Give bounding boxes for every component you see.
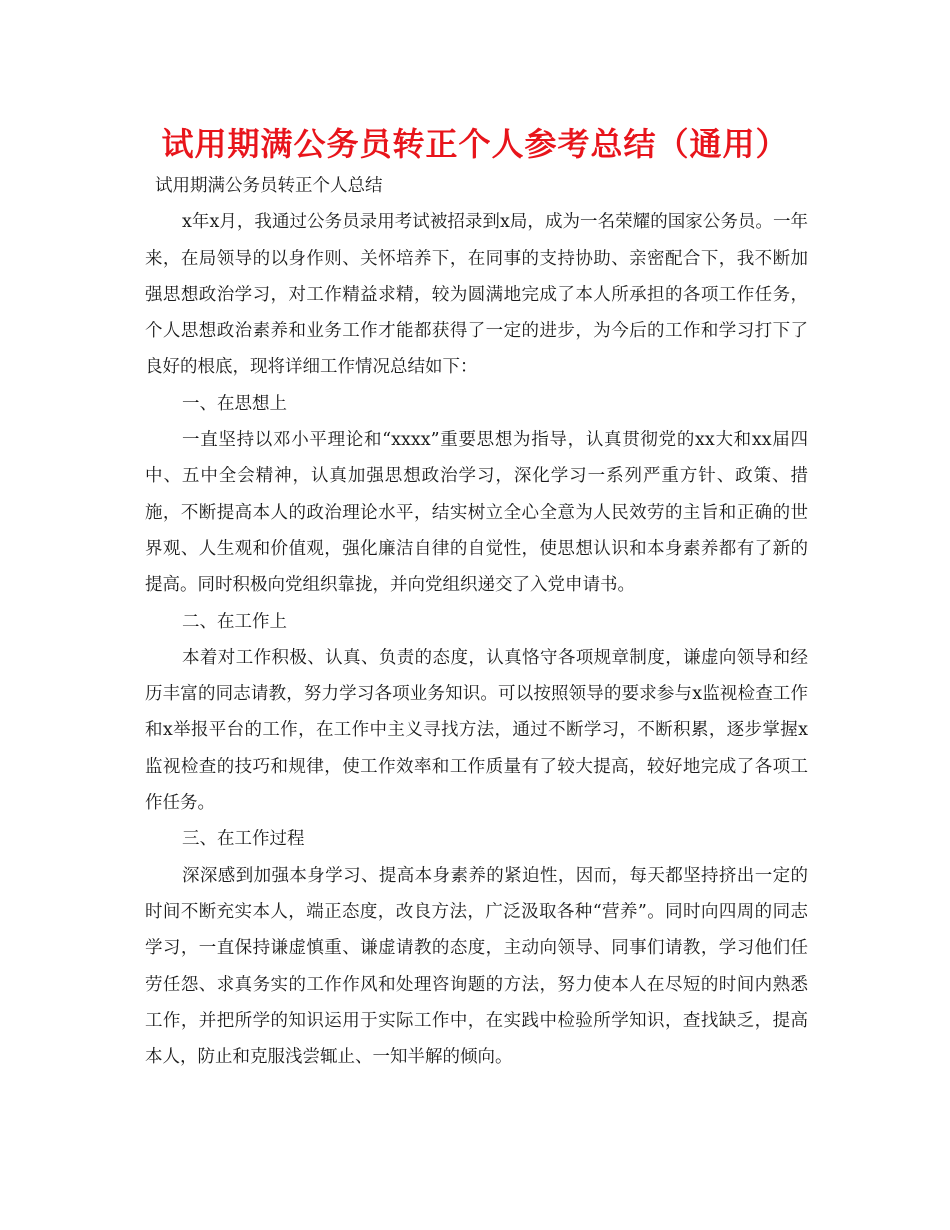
paragraph-thought: 一直坚持以邓小平理论和“xxxx”重要思想为指导，认真贯彻党的xx大和xx届四中、五中全会精神，认真加强思想政治学习，深化学习一系列严重方针、政策、措施，不断提高本人的政治理论水平，结实树立全心全意为人民效劳的主旨和正确的世界观、人生观和价值观，强化廉洁自律的自觉性，使思想认识和本身素养都有了新的提高。同时积极向党组织靠拢，并向党组织递交了入党申请书。 [145,430,808,596]
document-title: 试用期满公务员转正个人参考总结（通用） [161,125,789,163]
section-heading-thought: 一、在思想上 [182,393,287,414]
paragraph-process: 深深感到加强本身学习、提高本身素养的紧迫性，因而，每天都坚持挤出一定的时间不断充实本人，端正态度，改良方法，广泛汲取各种“营养”。同时向四周的同志学习，一直保持谦虚慎重、谦虚请教的态度，主动向领导、同事们请教，学习他们任劳任怨、求真务实的工作作风和处理咨询题的方法，努力使本人在尽短的时间内熟悉工作，并把所学的知识运用于实际工作中，在实践中检验所学知识，查找缺乏，提高本人，防止和克服浅尝辄止、一知半解的倾向。 [145,865,808,1068]
paragraph-work: 本着对工作积极、认真、负责的态度，认真恪守各项规章制度，谦虚向领导和经历丰富的同志请教，努力学习各项业务知识。可以按照领导的要求参与x监视检查工作和x举报平台的工作，在工作中主义寻找方法，通过不断学习，不断积累，逐步掌握x监视检查的技巧和规律，使工作效率和工作质量有了较大提高，较好地完成了各项工作任务。 [145,647,808,814]
document-subtitle: 试用期满公务员转正个人总结 [155,176,383,196]
document-body [145,168,808,1075]
section-heading-process: 三、在工作过程 [182,829,305,850]
paragraph-intro: x年x月，我通过公务员录用考试被招录到x局，成为一名荣耀的国家公务员。一年来，在局领导的以身作则、关怀培养下，在同事的支持协助、亲密配合下，我不断加强思想政治学习，对工作精益求精，较为圆满地完成了本人所承担的各项工作任务，个人思想政治素养和业务工作才能都获得了一定的进步，为今后的工作和学习打下了良好的根底，现将详细工作情况总结如下： [145,212,808,378]
section-heading-work: 二、在工作上 [182,611,287,632]
